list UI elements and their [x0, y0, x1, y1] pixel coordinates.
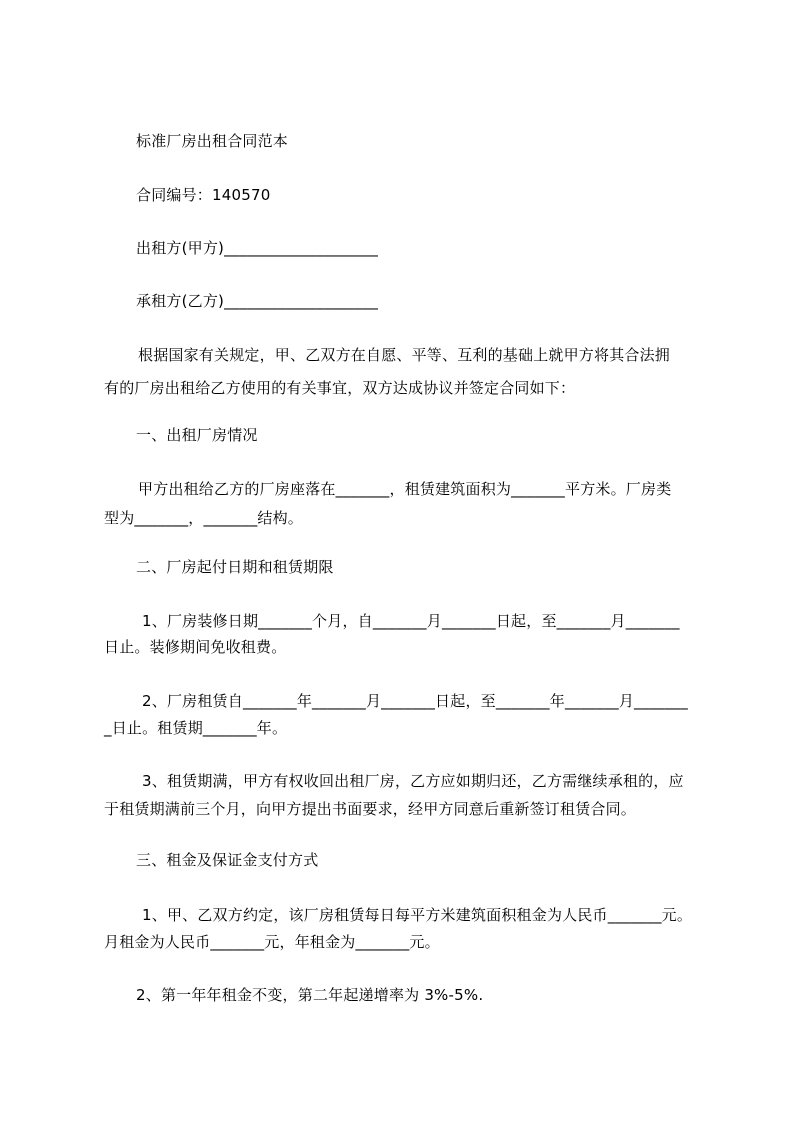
section-2-item-3-line-2: 于租赁期满前三个月，向甲方提出书面要求，经甲方同意后重新签订租赁合同。 [104, 800, 637, 818]
lessee-line: 承租方(乙方)____________________ [136, 292, 379, 310]
section-2-item-1-line-2: 日止。装修期间免收租费。 [104, 638, 287, 656]
section-2-heading: 二、厂房起付日期和租赁期限 [136, 558, 334, 576]
section-2-item-2-line-2: _日止。租赁期_______年。 [104, 719, 288, 737]
section-1-body-line-2: 型为_______，_______结构。 [104, 509, 304, 527]
section-1-body-line-1: 甲方出租给乙方的厂房座落在_______，租赁建筑面积为_______平方米。厂房类 [138, 480, 672, 498]
contract-number: 合同编号：140570 [136, 186, 271, 204]
section-3-item-1-line-2: 月租金为人民币_______元，年租金为_______元。 [104, 933, 440, 951]
section-3-heading: 三、租金及保证金支付方式 [136, 851, 319, 869]
section-3-item-2: 2、第一年年租金不变，第二年起递增率为 3%-5%. [136, 986, 484, 1004]
section-2-item-2-line-1: 2、厂房租赁自_______年_______月_______日起，至_______年_______月_______ [142, 692, 688, 710]
section-1-heading: 一、出租厂房情况 [136, 426, 258, 444]
document-title: 标准厂房出租合同范本 [136, 132, 289, 150]
section-2-item-3-line-1: 3、租赁期满，甲方有权收回出租厂房，乙方应如期归还，乙方需继续承租的，应 [142, 772, 684, 790]
intro-paragraph-line-1: 根据国家有关规定，甲、乙双方在自愿、平等、互利的基础上就甲方将其合法拥 [138, 346, 671, 364]
intro-paragraph-line-2: 有的厂房出租给乙方使用的有关事宜，双方达成协议并签定合同如下： [104, 379, 576, 397]
section-2-item-1-line-1: 1、厂房装修日期_______个月，自_______月_______日起，至_______月_______ [142, 612, 680, 630]
lessor-line: 出租方(甲方)____________________ [136, 239, 379, 257]
section-3-item-1-line-1: 1、甲、乙双方约定，该厂房租赁每日每平方米建筑面积租金为人民币_______元。 [142, 906, 693, 924]
